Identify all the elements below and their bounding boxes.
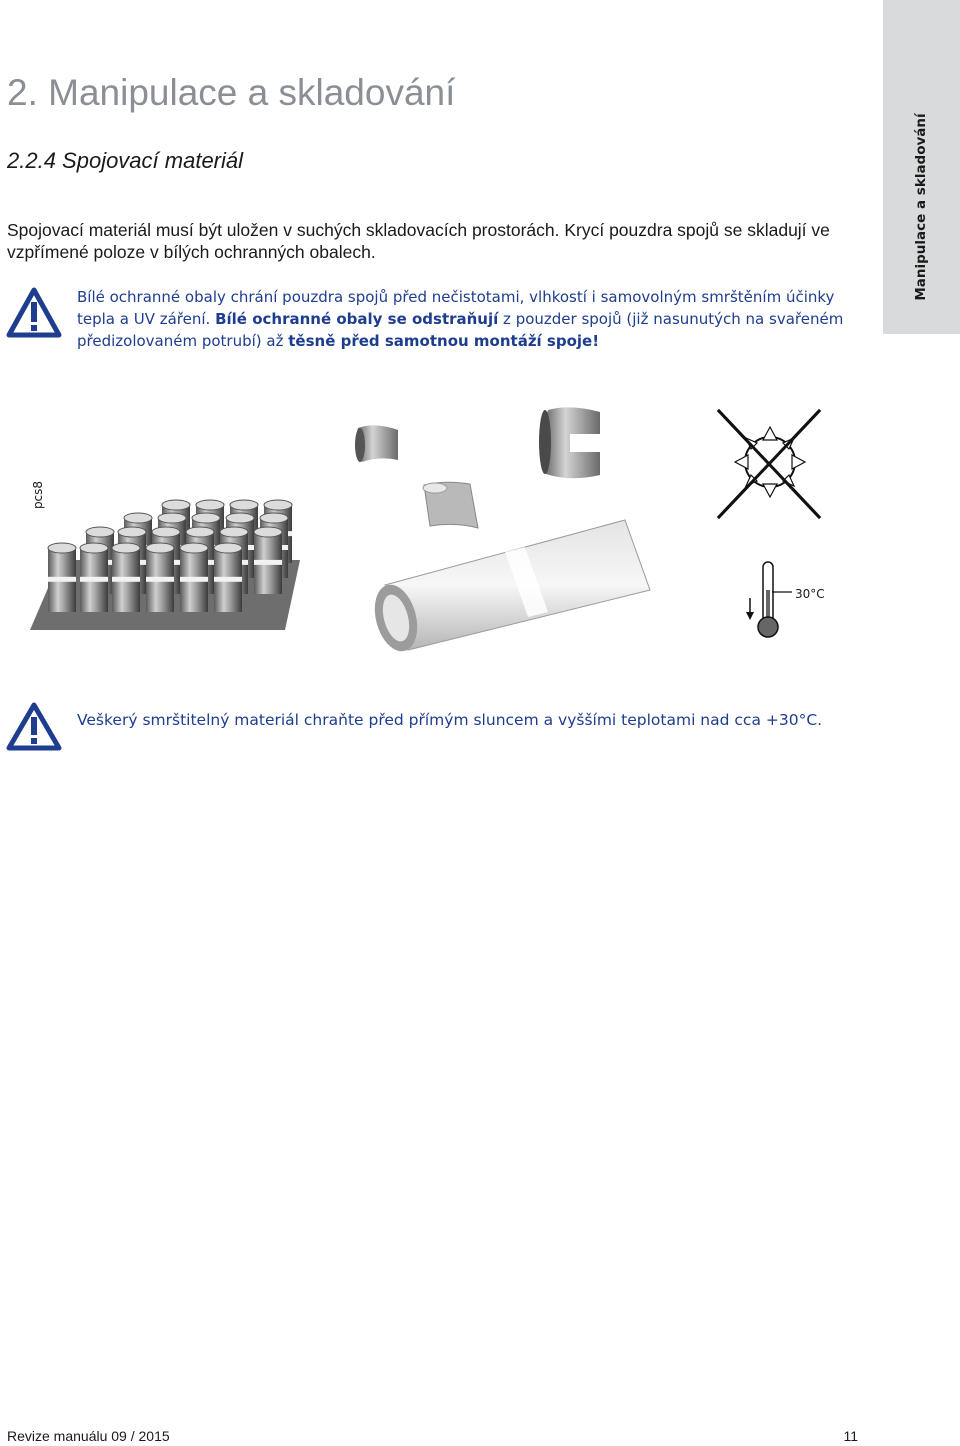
footer-revision: Revize manuálu 09 / 2015 xyxy=(7,1428,170,1444)
warning-note-1-text-b: z pouzder spojů (již nasunutých na svařeném předizolovaném potrubí) až xyxy=(77,310,844,350)
thermometer-icon xyxy=(746,562,792,637)
warning-note-2: Veškerý smrštitelný materiál chraňte před přímým sluncem a vyššími teplotami nad cca +30°C. xyxy=(77,711,823,729)
side-tab-label: Manipulace a skladování xyxy=(913,113,929,301)
page-title: 2. Manipulace a skladování xyxy=(7,72,456,113)
intro-paragraph: Spojovací materiál musí být uložen v suchých skladovacích prostorách. Krycí pouzdra spojů se skladují ve vzpřímené poloze v bílých ochranných obalech. xyxy=(7,220,830,262)
temperature-label: 30°C xyxy=(795,587,825,601)
section-title: 2.2.4 Spojovací materiál xyxy=(7,148,244,173)
no-sun-icon xyxy=(718,410,820,518)
warning-note-1-text-a: Bílé ochranné obaly chrání pouzdra spojů před nečistotami, vlhkostí i samovolným smrštěním účinky tepla a UV záření. xyxy=(77,288,835,328)
warning-triangle-icon xyxy=(6,702,62,752)
pipe xyxy=(368,520,650,655)
stack-label: pcs8 xyxy=(31,480,45,510)
warning-note-1-bold-b: těsně před samotnou montáží spoje! xyxy=(288,332,600,350)
warning-triangle-icon xyxy=(6,287,62,339)
storage-illustration xyxy=(0,395,880,655)
open-sleeve xyxy=(542,407,600,478)
warning-note-1 xyxy=(77,286,867,352)
cylinder-stack xyxy=(30,500,300,630)
page-number: 11 xyxy=(843,1428,858,1444)
warning-note-1-bold-a: Bílé ochranné obaly se odstraňují xyxy=(215,310,499,328)
